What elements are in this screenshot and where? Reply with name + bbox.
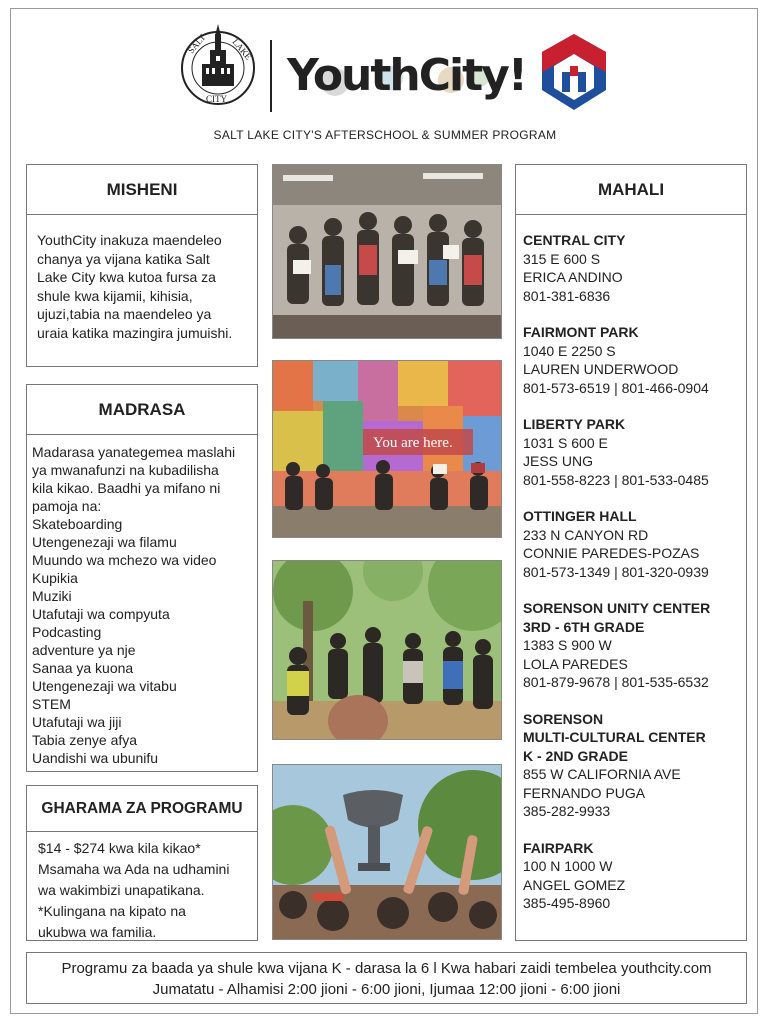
class-item: Podcasting — [32, 624, 102, 640]
class-item: Sanaa ya kuona — [32, 660, 134, 676]
class-item: Skateboarding — [32, 516, 123, 532]
classes-intro-line: Madarasa yanategemea maslahi — [32, 444, 236, 460]
youthcity-building-icon — [540, 32, 608, 112]
cost-line: Msamaha wa Ada na udhamini — [38, 861, 230, 877]
locations-body — [516, 215, 746, 939]
location-phone: 801-573-1349 | 801-320-0939 — [523, 563, 709, 580]
location-sorenson-multicultural-center — [523, 710, 742, 821]
location-name: SORENSON — [523, 710, 604, 727]
location-contact: ERICA ANDINO — [523, 269, 623, 285]
salt-lake-city-seal-logo — [178, 20, 258, 114]
location-phone: 801-558-8223 | 801-533-0485 — [523, 471, 709, 488]
location-phone: 385-282-9933 — [523, 803, 611, 819]
location-phone: 801-381-6836 — [523, 287, 611, 304]
footer-schedule: Jumatatu - Alhamisi 2:00 jioni - 6:00 jioni, Ijumaa 12:00 jioni - 6:00 jioni — [152, 981, 621, 998]
mission-line: uraia katika mazingira jumuishi. — [37, 324, 233, 341]
mission-line: YouthCity inakuza maendeleo — [37, 232, 222, 248]
outdoor-group-selfie-photo — [272, 560, 502, 740]
trophy-celebration-photo — [272, 764, 502, 940]
logo-divider — [270, 40, 272, 112]
location-fairpark — [523, 839, 742, 913]
cost-line: $14 - $274 kwa kila kikao* — [38, 840, 201, 856]
class-item: Tabia zenye afya — [32, 732, 138, 748]
mission-line: Lake City kwa kutoa fursa za — [37, 269, 216, 285]
location-contact: LOLA PAREDES — [523, 655, 628, 672]
location-contact: ANGEL GOMEZ — [523, 876, 626, 893]
classes-box — [26, 384, 258, 772]
location-address: 100 N 1000 W — [523, 858, 613, 874]
location-grade: 3RD - 6TH GRADE — [523, 618, 645, 635]
class-item: Uandishi wa ubunifu — [32, 750, 159, 766]
location-central-city — [523, 231, 742, 305]
program-cost-title: GHARAMA ZA PROGRAMU — [27, 786, 257, 832]
program-cost-box — [26, 785, 258, 941]
classes-intro-line: ya mwanafunzi na kubadilisha — [32, 462, 219, 478]
footer-box — [26, 952, 747, 1004]
location-name: FAIRMONT PARK — [523, 324, 639, 340]
location-contact: LAUREN UNDERWOOD — [523, 361, 679, 377]
class-item: adventure ya nje — [32, 642, 136, 658]
group-photo-indoor — [272, 164, 502, 339]
classes-intro-line: pamoja na: — [32, 498, 102, 514]
location-name: SORENSON UNITY CENTER — [523, 600, 711, 616]
mission-line: ujuzi,tabia na maendeleo ya — [37, 306, 212, 322]
location-address: 233 N CANYON RD — [523, 526, 649, 543]
mission-title: MISHENI — [27, 165, 257, 215]
classes-intro-line: kila kikao. Baadhi ya mifano ni — [32, 480, 221, 496]
location-contact: JESS UNG — [523, 453, 594, 469]
location-name: FAIRPARK — [523, 839, 594, 856]
location-address: 1031 S 600 E — [523, 434, 608, 451]
location-address: 315 E 600 S — [523, 250, 601, 267]
classes-title: MADRASA — [27, 385, 257, 435]
location-address: 1383 S 900 W — [523, 637, 612, 653]
location-sorenson-unity-center — [523, 599, 742, 692]
location-fairmont-park — [523, 323, 742, 397]
class-item: STEM — [32, 696, 71, 712]
location-name: OTTINGER HALL — [523, 508, 637, 524]
class-item: Utafutaji wa compyuta — [32, 606, 170, 622]
mission-line: shule kwa kijamii, kihisia, — [37, 287, 193, 304]
mission-line: chanya ya vijana katika Salt — [37, 250, 210, 267]
youthcity-wordmark: YouthCity! — [287, 50, 526, 101]
location-liberty-park — [523, 415, 742, 489]
class-item: Utengenezaji wa vitabu — [32, 678, 177, 694]
location-contact: FERNANDO PUGA — [523, 784, 646, 801]
location-grade: K - 2ND GRADE — [523, 747, 629, 764]
classes-list — [32, 515, 247, 767]
classes-body — [27, 435, 257, 775]
location-name: LIBERTY PARK — [523, 416, 626, 432]
mural-text: You are here. — [373, 435, 453, 451]
cost-line: *Kulingana na kipato na — [38, 903, 186, 919]
location-ottinger-hall — [523, 507, 742, 581]
footer-program-info: Programu za baada ya shule kwa vijana K - darasa la 6 l Kwa habari zaidi tembelea youthcity.com — [61, 960, 712, 977]
location-contact: CONNIE PAREDES-POZAS — [523, 545, 700, 561]
location-phone: 801-879-9678 | 801-535-6532 — [523, 674, 709, 690]
program-subtitle: SALT LAKE CITY'S AFTERSCHOOL & SUMMER PROGRAM — [213, 128, 557, 142]
locations-title: MAHALI — [516, 165, 746, 215]
location-address: 1040 E 2250 S — [523, 342, 616, 359]
location-name: MULTI-CULTURAL CENTER — [523, 729, 706, 745]
cost-line: wa wakimbizi unapatikana. — [38, 882, 205, 898]
locations-box — [515, 164, 747, 941]
class-item: Kupikia — [32, 570, 78, 586]
program-cost-body — [27, 832, 257, 951]
class-item: Utafutaji wa jiji — [32, 714, 122, 730]
class-item: Utengenezaji wa filamu — [32, 534, 177, 550]
mission-box — [26, 164, 258, 367]
cost-line: ukubwa wa familia. — [38, 924, 157, 940]
svg-text:LAKE: LAKE — [230, 36, 254, 62]
header — [0, 0, 770, 150]
location-address: 855 W CALIFORNIA AVE — [523, 766, 681, 782]
youthcity-logo — [283, 48, 526, 112]
location-name: CENTRAL CITY — [523, 232, 626, 248]
class-item: Muundo wa mchezo wa video — [32, 552, 217, 568]
svg-text:CITY: CITY — [206, 94, 227, 104]
svg-text:SALT: SALT — [185, 32, 208, 56]
location-phone: 385-495-8960 — [523, 895, 611, 911]
mission-body — [27, 215, 257, 350]
mural-photo — [272, 360, 502, 538]
location-phone: 801-573-6519 | 801-466-0904 — [523, 379, 709, 396]
class-item: Muziki — [32, 588, 72, 604]
